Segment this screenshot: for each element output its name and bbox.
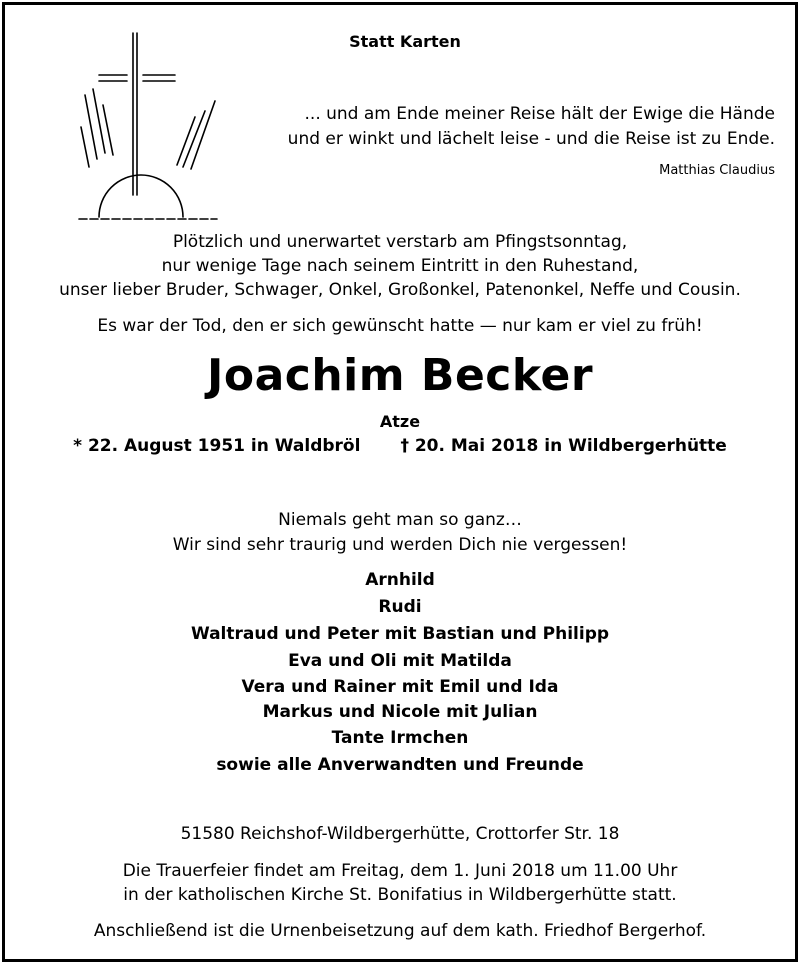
mourner-item: Vera und Rainer mit Emil und Ida [241,677,559,697]
mourner-item: Tante Irmchen [331,728,469,748]
mourner-item: Waltraud und Peter mit Bastian und Philipp [190,624,610,644]
life-dates [5,437,795,457]
niemals-line-2: Wir sind sehr traurig und werden Dich nie vergessen! [172,535,628,555]
intro-line-2: nur wenige Tage nach seinem Eintritt in den Ruhestand, [161,256,639,276]
mourner-item: Rudi [378,597,422,617]
family-address: 51580 Reichshof-Wildbergerhütte, Crottorfer Str. 18 [180,824,620,844]
birth-date: * 22. August 1951 in Waldbröl [73,436,361,456]
mourner-item: Arnhild [365,570,435,590]
quote-author: Matthias Claudius [659,163,775,178]
intro-line-3: unser lieber Bruder, Schwager, Onkel, Großonkel, Patenonkel, Neffe und Cousin. [59,280,741,300]
niemals-line-1: Niemals geht man so ganz… [278,510,522,530]
obituary-notice [2,2,798,962]
funeral-line-2: in der katholischen Kirche St. Bonifatius in Wildbergerhütte statt. [123,885,677,905]
statt-karten-heading: Statt Karten [349,32,461,51]
funeral-line-1: Die Trauerfeier findet am Freitag, dem 1. Juni 2018 um 11.00 Uhr [122,861,678,881]
tod-line: Es war der Tod, den er sich gewünscht hatte — nur kam er viel zu früh! [97,316,703,336]
death-date: † 20. Mai 2018 in Wildbergerhütte [400,436,727,456]
deceased-nickname: Atze [379,412,421,431]
intro-line-1: Plötzlich und unerwartet verstarb am Pfingstsonntag, [172,232,628,252]
deceased-name: Joachim Becker [206,350,594,401]
funeral-line-3: Anschließend ist die Urnenbeisetzung auf dem kath. Friedhof Bergerhof. [93,921,707,941]
quote-line-2: und er winkt und lächelt leise - und die Reise ist zu Ende. [287,129,775,149]
mourner-item: Eva und Oli mit Matilda [288,651,512,671]
mourner-item: sowie alle Anverwandten und Freunde [216,755,584,775]
cross-sunrise-icon [75,27,225,227]
quote-line-1: ... und am Ende meiner Reise hält der Ewige die Hände [304,104,775,124]
mourner-item: Markus und Nicole mit Julian [262,702,538,722]
